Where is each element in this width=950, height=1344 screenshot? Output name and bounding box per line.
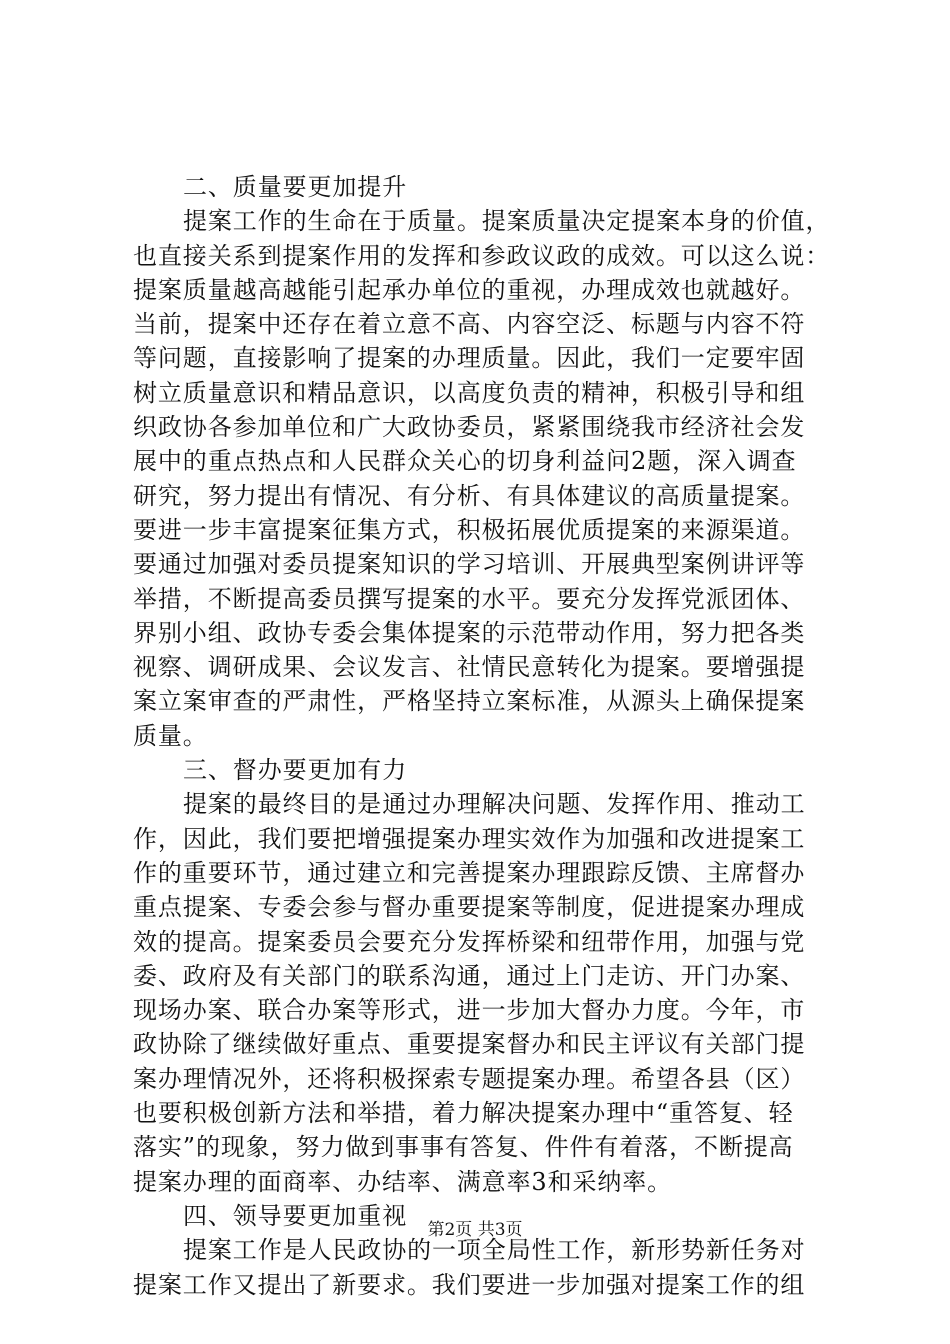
paragraph-line: 也要积极创新方法和举措，着力解决提案办理中“重答复、轻 xyxy=(133,1099,794,1128)
paragraph-line: 树立质量意识和精品意识，以高度负责的精神，积极引导和组 xyxy=(133,378,806,407)
paragraph-line: 现场办案、联合办案等形式，进一步加大督办力度。今年，市 xyxy=(133,996,806,1025)
paragraph-line: 委、政府及有关部门的联系沟通，通过上门走访、开门办案、 xyxy=(133,961,806,990)
paragraph-line: 落实”的现象，努力做到事事有答复、件件有着落，不断提高 xyxy=(133,1133,794,1162)
paragraph-line: 要进一步丰富提案征集方式，积极拓展优质提案的来源渠道。 xyxy=(133,515,806,544)
paragraph-line: 重点提案、专委会参与督办重要提案等制度，促进提案办理成 xyxy=(133,893,806,922)
page-number-footer: 第2页 共3页 xyxy=(427,1220,523,1240)
paragraph-line: 研究，努力提出有情况、有分析、有具体建议的高质量提案。 xyxy=(133,481,806,510)
paragraph-line: 等问题，直接影响了提案的办理质量。因此，我们一定要牢固 xyxy=(133,344,806,373)
paragraph-line: 要通过加强对委员提案知识的学习培训、开展典型案例讲评等 xyxy=(133,550,806,579)
paragraph-line: 提案工作是人民政协的一项全局性工作，新形势新任务对 xyxy=(183,1236,806,1265)
paragraph-line: 提案工作又提出了新要求。我们要进一步加强对提案工作的组 xyxy=(133,1270,806,1299)
paragraph-line: 界别小组、政协专委会集体提案的示范带动作用，努力把各类 xyxy=(133,618,806,647)
paragraph-line: 举措，不断提高委员撰写提案的水平。要充分发挥党派团体、 xyxy=(133,584,806,613)
paragraph-line: 视察、调研成果、会议发言、社情民意转化为提案。要增强提 xyxy=(133,653,806,682)
paragraph-line: 提案质量越高越能引起承办单位的重视，办理成效也就越好。 xyxy=(133,275,806,304)
paragraph-line: 织政协各参加单位和广大政协委员，紧紧围绕我市经济社会发 xyxy=(133,413,806,442)
paragraph-line: 提案工作的生命在于质量。提案质量决定提案本身的价值， xyxy=(183,207,831,236)
paragraph-line: 作的重要环节，通过建立和完善提案办理跟踪反馈、主席督办 xyxy=(133,858,806,887)
paragraph-line: 当前，提案中还存在着立意不高、内容空泛、标题与内容不符 xyxy=(133,310,806,339)
paragraph-line: 案办理情况外，还将积极探索专题提案办理。希望各县（区） xyxy=(133,1064,806,1093)
paragraph-line: 案立案审查的严肃性，严格坚持立案标准，从源头上确保提案 xyxy=(133,687,806,716)
section-heading-leadership: 四、领导要更加重视 xyxy=(183,1201,408,1230)
paragraph-line: 效的提高。提案委员会要充分发挥桥梁和纽带作用，加强与党 xyxy=(133,927,806,956)
document-body xyxy=(133,170,833,1302)
paragraph-line: 政协除了继续做好重点、重要提案督办和民主评议有关部门提 xyxy=(133,1030,806,1059)
paragraph-line: 也直接关系到提案作用的发挥和参政议政的成效。可以这么说： xyxy=(133,241,831,270)
section-heading-supervision: 三、督办要更加有力 xyxy=(183,756,408,785)
paragraph-line: 质量。 xyxy=(133,721,208,750)
section-heading-quality: 二、质量要更加提升 xyxy=(183,173,408,201)
paragraph-line: 提案的最终目的是通过办理解决问题、发挥作用、推动工 xyxy=(183,790,806,819)
paragraph-line: 作，因此，我们要把增强提案办理实效作为加强和改进提案工 xyxy=(133,824,806,853)
paragraph-line: 提案办理的面商率、办结率、满意率3和采纳率。 xyxy=(133,1167,673,1196)
paragraph-line: 展中的重点热点和人民群众关心的切身利益问2题，深入调查 xyxy=(133,447,797,476)
